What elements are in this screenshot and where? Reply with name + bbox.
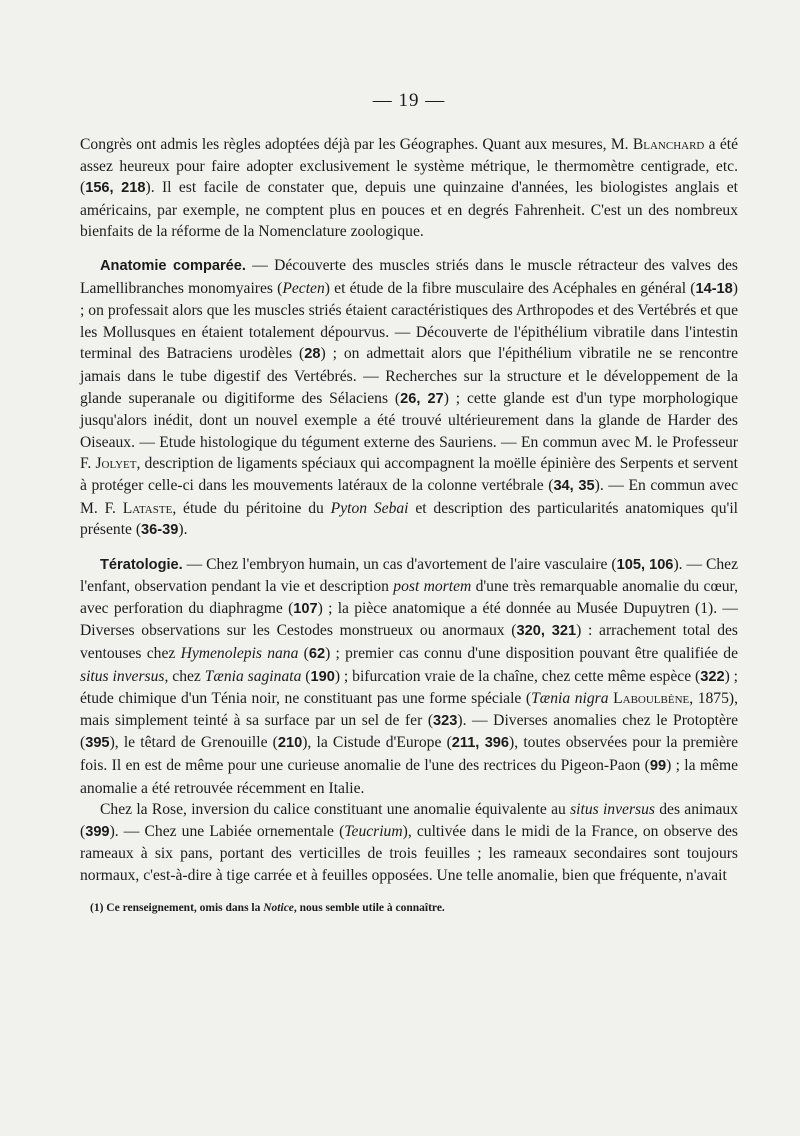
text-run: ) ; la même anomalie a été retrouvée récemment en Italie.: [80, 757, 739, 797]
text-run: (1) Ce renseignement, omis dans la: [90, 901, 264, 914]
text-run: Chez la Rose, inversion du calice constituant une anomalie équivalente au: [100, 801, 571, 819]
taxon-name: Tænia saginata: [204, 667, 302, 685]
section-heading: Tératologie.: [100, 556, 183, 573]
body-text: [80, 134, 738, 887]
text-run: ). — Diverses anomalies chez le Protoptère (: [80, 711, 738, 752]
text-run: ). Il est facile de constater que, depuis une quinzaine d'années, les biologistes anglais et américains, par exemple, ne comptent plus en pouces et en degrés Fahrenheit. C'est un des nombreux bienfaits de la réforme de la Nomenclature zoologique.: [80, 179, 738, 241]
reference-number: 62: [308, 646, 326, 663]
reference-number: 323: [433, 712, 458, 729]
latin-phrase: post mortem: [393, 578, 472, 596]
text-run: ) : arrachement total des ventouses chez: [80, 622, 739, 663]
reference-number: 320, 321: [516, 623, 577, 640]
reference-number: 28: [304, 346, 321, 363]
text-run: a été assez heureux pour faire adopter exclusivement le système métrique, le thermomètre centigrade, etc. (: [80, 136, 738, 197]
text-run: — Découverte des muscles striés dans le muscle rétracteur des valves des Lamellibranches monomyaires (: [80, 256, 738, 297]
latin-phrase: situs inversus: [80, 667, 165, 685]
text-run: ). — Chez une Labiée ornementale (: [109, 822, 345, 840]
taxon-name: Teucrium: [344, 822, 403, 840]
text-run: (: [298, 645, 309, 663]
author-name: Lataste: [122, 499, 173, 517]
reference-number: 107: [293, 600, 318, 617]
text-run: des animaux (: [80, 801, 738, 840]
author-name: Blanchard: [632, 136, 705, 153]
reference-number: 210: [277, 735, 303, 752]
paragraph-botanique: [80, 799, 738, 886]
text-run: Congrès ont admis les règles adoptées déjà par les Géographes. Quant aux mesures, M.: [80, 136, 633, 153]
reference-number: 26, 27: [400, 390, 444, 407]
text-run: ).: [178, 521, 188, 539]
text-run: , 1875), mais simplement teinté à sa surface par un sel de fer (: [80, 690, 738, 729]
text-run: ) ; cette glande est d'un type morphologique jusqu'alors inédit, dont un nouvel exemple a été trouvé ultérieurement dans la glande de Harder des Oiseaux. — Etude histologique du tégument externe des Sauriens. — En commun avec M. le Professeur F.: [80, 389, 739, 473]
text-run: — Chez l'embryon humain, un cas d'avortement de l'aire vasculaire (: [182, 555, 617, 573]
text-run: d'une très remarquable anomalie du cœur, avec perforation du diaphragme (: [80, 578, 738, 617]
reference-number: 190: [310, 668, 335, 685]
paragraph-anatomie: [80, 255, 738, 542]
text-run: ) ; on professait alors que les muscles striés étaient caractéristiques des Arthropodes et des Vertébrés et que les Mollusques en étaient totalement dépourvus. — Découverte de l'épithélium vibratile dans l'intestin terminal des Batraciens urodèles (: [80, 279, 738, 363]
reference-number: 99: [649, 758, 667, 775]
reference-number: 105, 106: [616, 556, 674, 573]
text-run: , description de ligaments spéciaux qui accompagnent la moëlle épinière des Serpents et servent à protéger celle-ci dans les mouvements latéraux de la colonne vertébrale (: [80, 455, 738, 494]
text-run: , étude du péritoine du: [172, 499, 331, 517]
text-run: ) ; premier cas connu d'une disposition pouvant être qualifiée de: [325, 645, 738, 663]
text-run: , nous semble utile à connaître.: [293, 901, 445, 914]
footnote-title: Notice: [263, 901, 294, 914]
reference-number: 36-39: [141, 522, 179, 539]
text-run: (: [301, 667, 311, 685]
text-run: et description des particularités anatomiques qu'il présente (: [80, 499, 739, 539]
paragraph-nomenclature: [80, 134, 738, 243]
paragraph-teratologie: [80, 554, 738, 800]
taxon-name: Pyton Sebai: [330, 499, 409, 517]
reference-number: 322: [700, 668, 725, 685]
author-name: Laboulbène: [613, 690, 690, 708]
reference-number: 211, 396: [451, 735, 510, 752]
latin-phrase: situs inversus: [570, 801, 655, 819]
section-heading: Anatomie comparée.: [100, 257, 246, 274]
taxon-name: Hymenolepis nana: [180, 645, 299, 663]
text-run: ), toutes observées pour la première fois. Il en est de même pour une curieuse anomalie de l'une des rectrices du Pigeon-Paon (: [80, 734, 738, 775]
text-run: ), la Cistude d'Europe (: [302, 734, 452, 752]
reference-number: 399: [85, 823, 110, 840]
text-run: ) ; étude chimique d'un Ténia noir, ne constituant pas une forme spéciale (: [80, 667, 739, 708]
text-run: ) ; on admettait alors que l'épithélium vibratile ne se rencontre jamais dans le tube digestif des Vertébrés. — Recherches sur la structure et le développement de la glande superanale ou digitiforme des Sélaciens (: [80, 345, 738, 407]
text-run: ) ; bifurcation vraie de la chaîne, chez cette même espèce (: [334, 667, 701, 685]
taxon-name: Tænia nigra: [531, 690, 609, 708]
reference-number: 14-18: [695, 280, 733, 297]
taxon-name: Pecten: [282, 279, 325, 297]
footnote: [80, 901, 738, 916]
text-run: ), cultivée dans le midi de la France, on observe des rameaux à six pans, portant des verticilles de trois feuilles ; les rameaux secondaires sont toujours normaux, c'est-à-dire à tige carrée et à feuilles opposées. Une telle anomalie, bien que fréquente, n'avait: [80, 822, 738, 884]
author-name: Jolyet: [95, 455, 137, 473]
reference-number: 395: [85, 735, 110, 752]
reference-number: 34, 35: [553, 477, 595, 494]
text-run: ). — En commun avec M. F.: [80, 476, 738, 517]
text-run: ). — Chez l'enfant, observation pendant la vie et description: [80, 555, 739, 596]
text-run: ) et étude de la fibre musculaire des Acéphales en général (: [324, 279, 696, 297]
text-run: ), le têtard de Grenouille (: [109, 734, 278, 752]
text-run: ) ; la pièce anatomique a été donnée au Musée Dupuytren (1). — Diverses observations sur les Cestodes monstrueux ou anormaux (: [80, 599, 738, 640]
reference-number: 156, 218: [85, 180, 146, 197]
text-run: , chez: [164, 667, 205, 685]
page-number: — 19 —: [372, 90, 446, 111]
